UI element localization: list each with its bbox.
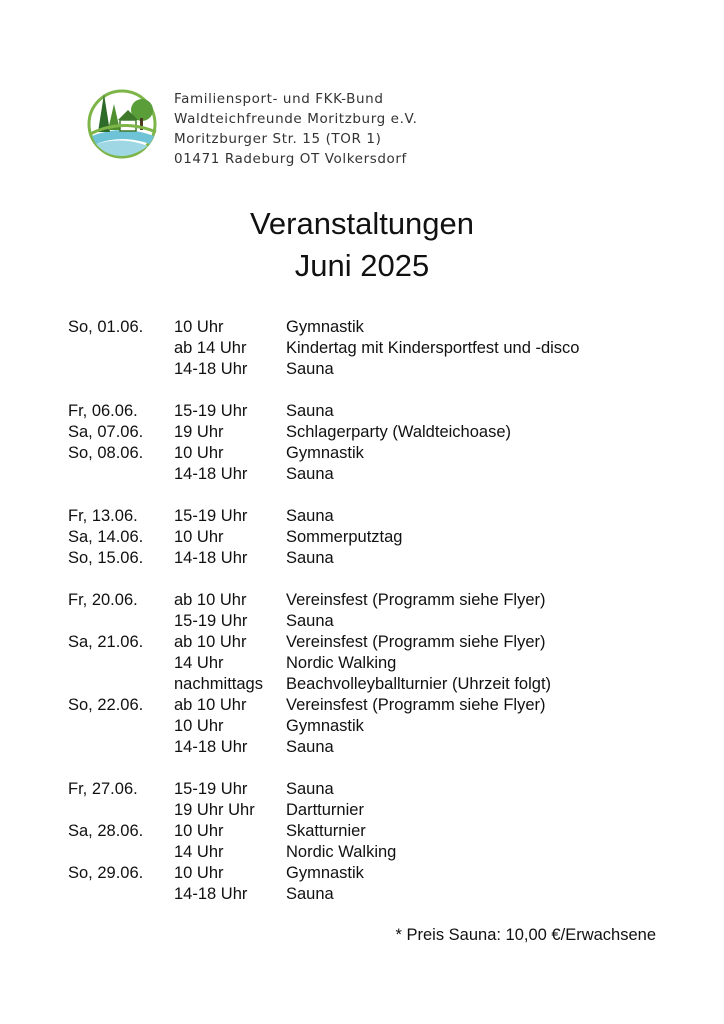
schedule-row bbox=[68, 821, 579, 842]
schedule-time: 14-18 Uhr bbox=[174, 885, 248, 903]
organization-name-2: Waldteichfreunde Moritzburg e.V. bbox=[174, 111, 418, 127]
schedule-row bbox=[68, 863, 579, 884]
schedule-event: Gymnastik bbox=[286, 318, 364, 336]
schedule-event: Schlagerparty (Waldteichoase) bbox=[286, 423, 511, 441]
schedule-time: 15-19 Uhr bbox=[174, 507, 248, 525]
schedule-time: 19 Uhr bbox=[174, 423, 224, 441]
schedule-date bbox=[68, 611, 174, 632]
schedule-time: 10 Uhr bbox=[174, 528, 224, 546]
organization-name: Familiensport- und FKK-Bund bbox=[174, 91, 384, 107]
schedule-event: Sauna bbox=[286, 738, 334, 756]
schedule-date bbox=[68, 359, 174, 380]
schedule-spacer bbox=[68, 758, 579, 779]
schedule-event: Vereinsfest (Programm siehe Flyer) bbox=[286, 591, 546, 609]
schedule-row bbox=[68, 401, 579, 422]
schedule-time: 14-18 Uhr bbox=[174, 360, 248, 378]
schedule-time: 15-19 Uhr bbox=[174, 612, 248, 630]
schedule-date bbox=[68, 737, 174, 758]
schedule-event: Sauna bbox=[286, 780, 334, 798]
schedule-date: So, 01.06. bbox=[68, 318, 144, 336]
schedule-time: 14-18 Uhr bbox=[174, 738, 248, 756]
schedule-time: 10 Uhr bbox=[174, 318, 224, 336]
schedule-row bbox=[68, 695, 579, 716]
schedule-date: So, 08.06. bbox=[68, 444, 144, 462]
schedule-event: Sauna bbox=[286, 465, 334, 483]
schedule-date bbox=[68, 842, 174, 863]
schedule-row bbox=[68, 422, 579, 443]
schedule-time: ab 14 Uhr bbox=[174, 339, 247, 357]
schedule-row bbox=[68, 737, 579, 758]
schedule-event: Vereinsfest (Programm siehe Flyer) bbox=[286, 633, 546, 651]
schedule-time: 10 Uhr bbox=[174, 444, 224, 462]
schedule-row bbox=[68, 338, 579, 359]
schedule-event: Sauna bbox=[286, 549, 334, 567]
schedule-event: Dartturnier bbox=[286, 801, 364, 819]
schedule-row bbox=[68, 800, 579, 821]
schedule-row bbox=[68, 884, 579, 905]
schedule-event: Sommerputztag bbox=[286, 528, 403, 546]
schedule-date bbox=[68, 674, 174, 695]
schedule-event: Nordic Walking bbox=[286, 654, 397, 672]
schedule-time: 14-18 Uhr bbox=[174, 549, 248, 567]
schedule-date: Sa, 14.06. bbox=[68, 528, 144, 546]
schedule-row bbox=[68, 443, 579, 464]
schedule-date: Fr, 20.06. bbox=[68, 591, 138, 609]
schedule-event: Sauna bbox=[286, 360, 334, 378]
schedule-row bbox=[68, 590, 579, 611]
schedule-row bbox=[68, 464, 579, 485]
schedule-row bbox=[68, 779, 579, 800]
schedule-date bbox=[68, 653, 174, 674]
schedule-time: nachmittags bbox=[174, 675, 263, 693]
schedule-event: Sauna bbox=[286, 507, 334, 525]
organization-city: 01471 Radeburg OT Volkersdorf bbox=[174, 151, 407, 167]
schedule-time: ab 10 Uhr bbox=[174, 633, 247, 651]
schedule-date: Fr, 06.06. bbox=[68, 402, 138, 420]
page-subtitle: Juni 2025 bbox=[294, 248, 430, 283]
schedule-event: Sauna bbox=[286, 612, 334, 630]
schedule-event: Vereinsfest (Programm siehe Flyer) bbox=[286, 696, 546, 714]
event-schedule bbox=[68, 317, 579, 905]
schedule-time: 15-19 Uhr bbox=[174, 780, 248, 798]
schedule-time: 19 Uhr Uhr bbox=[174, 801, 255, 819]
schedule-row bbox=[68, 653, 579, 674]
schedule-date: Sa, 21.06. bbox=[68, 633, 144, 651]
schedule-date bbox=[68, 338, 174, 359]
schedule-time: 14 Uhr bbox=[174, 843, 224, 861]
schedule-event: Gymnastik bbox=[286, 717, 364, 735]
schedule-event: Beachvolleyballturnier (Uhrzeit folgt) bbox=[286, 675, 552, 693]
schedule-event: Skatturnier bbox=[286, 822, 366, 840]
schedule-date bbox=[68, 464, 174, 485]
schedule-spacer bbox=[68, 380, 579, 401]
schedule-date: Fr, 13.06. bbox=[68, 507, 138, 525]
schedule-event: Sauna bbox=[286, 402, 334, 420]
schedule-time: ab 10 Uhr bbox=[174, 591, 247, 609]
schedule-time: 10 Uhr bbox=[174, 822, 224, 840]
schedule-date bbox=[68, 716, 174, 737]
schedule-time: 14 Uhr bbox=[174, 654, 224, 672]
schedule-event: Gymnastik bbox=[286, 864, 364, 882]
schedule-row bbox=[68, 716, 579, 737]
schedule-date bbox=[68, 884, 174, 905]
schedule-date: So, 22.06. bbox=[68, 696, 144, 714]
schedule-date bbox=[68, 800, 174, 821]
schedule-time: 10 Uhr bbox=[174, 864, 224, 882]
schedule-row bbox=[68, 842, 579, 863]
schedule-spacer bbox=[68, 569, 579, 590]
schedule-date: Sa, 07.06. bbox=[68, 423, 144, 441]
schedule-time: 10 Uhr bbox=[174, 717, 224, 735]
schedule-date: So, 29.06. bbox=[68, 864, 144, 882]
schedule-event: Gymnastik bbox=[286, 444, 364, 462]
schedule-row bbox=[68, 674, 579, 695]
schedule-row bbox=[68, 632, 579, 653]
schedule-date: So, 15.06. bbox=[68, 549, 144, 567]
schedule-date: Sa, 28.06. bbox=[68, 822, 144, 840]
schedule-row bbox=[68, 359, 579, 380]
schedule-row bbox=[68, 527, 579, 548]
schedule-row bbox=[68, 611, 579, 632]
schedule-row bbox=[68, 317, 579, 338]
schedule-spacer bbox=[68, 485, 579, 506]
schedule-event: Sauna bbox=[286, 885, 334, 903]
organization-street: Moritzburger Str. 15 (TOR 1) bbox=[174, 131, 382, 147]
schedule-row bbox=[68, 506, 579, 527]
sauna-price-footnote: * Preis Sauna: 10,00 €/Erwachsene bbox=[395, 926, 656, 944]
schedule-time: 14-18 Uhr bbox=[174, 465, 248, 483]
page-title: Veranstaltungen bbox=[249, 206, 475, 241]
schedule-row bbox=[68, 548, 579, 569]
schedule-time: ab 10 Uhr bbox=[174, 696, 247, 714]
organization-address bbox=[174, 89, 417, 169]
schedule-event: Nordic Walking bbox=[286, 843, 397, 861]
schedule-event: Kindertag mit Kindersportfest und -disco bbox=[286, 339, 580, 357]
schedule-date: Fr, 27.06. bbox=[68, 780, 138, 798]
schedule-time: 15-19 Uhr bbox=[174, 402, 248, 420]
organization-logo-icon bbox=[84, 84, 160, 160]
